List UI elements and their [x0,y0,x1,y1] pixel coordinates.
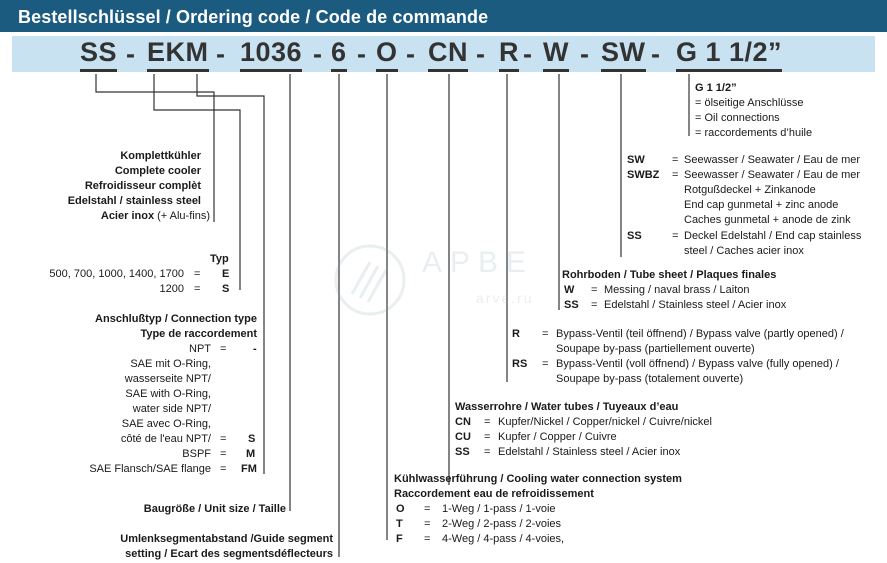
tubes-row-eq: = [484,416,491,428]
cooler-line: Edelstahl / stainless steel [67,195,201,207]
bypass-row-code: RS [512,358,528,370]
cooler-fins-note: (+ Alu-fins) [154,210,210,222]
connection-row-code: S [248,433,256,445]
cooling-row-desc: 1-Weg / 1-pass / 1-voie [442,503,556,515]
cooler-line: Refroidisseur complèt [84,180,201,192]
cooler-material: Acier inox [100,210,155,222]
code-segment-tubesheet: W [543,36,569,72]
type-row-code: E [222,268,230,280]
tubes-row-desc: Edelstahl / Stainless steel / Acier inox [498,446,681,458]
endcap-row-desc: Deckel Edelstahl / End cap stainless [684,230,862,242]
connection-subtitle: Type de raccordement [140,328,257,340]
cooling-row-code: T [396,518,403,530]
watermark [330,240,570,320]
code-segment-cooling: O [376,36,398,72]
code-dash: - [523,39,533,69]
cooling-row-desc: 4-Weg / 4-pass / 4-voies, [442,533,565,545]
bypass-row-eq: = [542,328,549,340]
tubes-row-eq: = [484,446,491,458]
connection-row-eq: = [220,463,227,475]
bypass-row-desc: Bypass-Ventil (teil öffnend) / Bypass valve (partly opened) / [556,328,844,340]
type-row-label: 1200 [159,283,184,295]
tubes-row-desc: Kupfer / Copper / Cuivre [498,431,617,443]
code-dash: - [580,39,590,69]
tubes-row-code: SS [455,446,470,458]
bypass-row-desc: Soupape by-pass (partiellement ouverte) [556,343,755,355]
cooling-row-eq: = [424,518,431,530]
code-segment-cooler: SS [80,36,117,72]
cooler-line: Komplettkühler [120,150,201,162]
tubesheet-row-eq: = [591,299,598,311]
cooling-row-eq: = [424,533,431,545]
cooler-line: Complete cooler [114,165,201,177]
tubesheet-row-desc: Edelstahl / Stainless steel / Acier inox [604,299,787,311]
code-segment-tubes: CN [428,36,468,72]
connection-row-label: SAE with O-Ring, [125,388,211,400]
oil-line: = ölseitige Anschlüsse [695,97,804,109]
tubesheet-row-eq: = [591,284,598,296]
code-segment-oil: G 1 1/2” [676,36,782,72]
type-row-label: 500, 700, 1000, 1400, 1700 [49,268,184,280]
oil-title: G 1 1/2” [695,82,737,94]
endcap-row-desc: steel / Caches acier inox [684,245,804,257]
tubes-row-code: CN [455,416,471,428]
type-row-code: S [222,283,230,295]
connection-row-label: NPT [189,343,211,355]
connection-title: Anschlußtyp / Connection type [95,313,257,325]
code-dash: - [651,39,661,69]
connection-row-label: wasserseite NPT/ [124,373,211,385]
watermark-url: arve.ru [476,290,534,306]
connection-row-eq: = [220,448,227,460]
connection-row-code: - [253,343,257,355]
endcap-row-code: SW [627,154,645,166]
unit-size-label: Baugröße / Unit size / Taille [143,503,286,515]
code-segment-bypass: R [499,36,519,72]
connection-row-label: water side NPT/ [132,403,211,415]
code-dash: - [406,39,416,69]
connection-row-eq: = [220,343,227,355]
watermark-brand: АРВЕ [422,246,535,279]
endcap-row-eq: = [672,230,679,242]
endcap-row-code: SWBZ [627,169,660,181]
endcap-row-code: SS [627,230,642,242]
endcap-row-eq: = [672,169,679,181]
tubesheet-row-code: W [564,284,575,296]
oil-line: = Oil connections [695,112,780,124]
cooling-row-eq: = [424,503,431,515]
code-segment-type: EKM [147,36,209,72]
endcap-row-desc: Seewasser / Seawater / Eau de mer [684,169,861,181]
bypass-row-desc: Bypass-Ventil (voll öffnend) / Bypass valve (fully opened) / [556,358,839,370]
cooler-last-line [101,209,210,224]
code-segment-guide: 6 [331,36,347,72]
connection-row-label: SAE Flansch/SAE flange [89,463,211,475]
code-dash: - [126,39,136,69]
tubesheet-row-desc: Messing / naval brass / Laiton [604,284,750,296]
connection-row-label: SAE avec O-Ring, [121,418,211,430]
cooling-subtitle: Raccordement eau de refroidissement [394,488,594,500]
code-dash: - [216,39,226,69]
connection-row-label: côté de l'eau NPT/ [120,433,211,445]
tubes-row-code: CU [455,431,471,443]
connection-row-label: BSPF [182,448,211,460]
cooling-row-desc: 2-Weg / 2-pass / 2-voies [442,518,562,530]
endcap-row-desc: Caches gunmetal + anode de zink [684,214,851,226]
tubesheet-title: Rohrboden / Tube sheet / Plaques finales [562,269,777,281]
tubesheet-row-code: SS [564,299,579,311]
code-dash: - [313,39,323,69]
oil-line: = raccordements d’huile [695,127,813,139]
header-bar [0,0,887,32]
code-segment-endcap: SW [601,36,646,72]
connection-row-label: SAE mit O-Ring, [130,358,211,370]
type-title: Typ [210,253,229,265]
tubes-row-eq: = [484,431,491,443]
bypass-row-eq: = [542,358,549,370]
endcap-row-desc: Seewasser / Seawater / Eau de mer [684,154,861,166]
tubes-title: Wasserrohre / Water tubes / Tuyeaux d’eau [455,401,679,413]
cooling-row-code: O [396,503,405,515]
endcap-row-eq: = [672,154,679,166]
connection-row-code: M [246,448,256,460]
tubes-row-desc: Kupfer/Nickel / Copper/nickel / Cuivre/nickel [498,416,712,428]
code-dash: - [357,39,367,69]
guide-segment-line: setting / Ecart des segmentsdéflecteurs [125,548,333,560]
guide-segment-line: Umlenksegmentabstand /Guide segment [120,533,333,545]
endcap-row-desc: Rotgußdeckel + Zinkanode [684,184,816,196]
code-segment-size: 1036 [240,36,302,72]
page-title: Bestellschlüssel / Ordering code / Code de commande [18,7,489,27]
endcap-row-desc: End cap gunmetal + zinc anode [684,199,839,211]
code-dash: - [476,39,486,69]
cooling-title: Kühlwasserführung / Cooling water connection system [394,473,682,485]
connection-row-eq: = [220,433,227,445]
cooling-row-code: F [396,533,403,545]
watermark-logo-icon [330,240,410,320]
type-row-eq: = [194,283,201,295]
type-row-eq: = [194,268,201,280]
connection-row-code: FM [241,463,257,475]
bypass-row-desc: Soupape by-pass (totalement ouverte) [556,373,744,385]
bypass-row-code: R [512,328,520,340]
